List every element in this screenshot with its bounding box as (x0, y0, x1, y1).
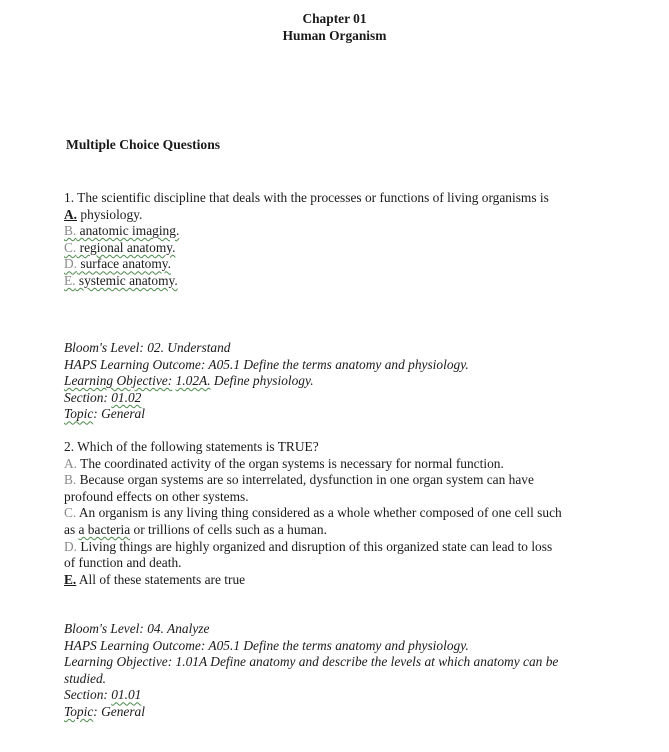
q2-topic (64, 704, 558, 721)
q2-option-d-cont: of function and death. (64, 555, 182, 571)
q1-topic-value: : General (93, 406, 145, 422)
q2-option-e-letter: E. (64, 571, 77, 587)
question-1-stem: 1. The scientific discipline that deals with the processes or functions of living organisms is (64, 190, 549, 205)
q1-learning-objective (64, 373, 469, 390)
question-2 (64, 439, 562, 588)
q2-option-b-cont: profound effects on other systems. (64, 488, 249, 504)
q2-section-value: 01.01 (111, 687, 142, 703)
q2-option-c-letter: C. (64, 505, 77, 521)
q1-option-a (64, 207, 549, 224)
q1-option-d-text: surface anatomy. (77, 256, 171, 272)
q1-option-b (64, 223, 549, 240)
q1-option-c-letter: C. (64, 239, 77, 255)
q2-topic-value: : General (93, 703, 145, 719)
q2-option-c (64, 505, 562, 522)
q2-option-d-text-1: Living things are highly organized and disruption of this organized state can lead to loss (77, 538, 553, 554)
q1-bloom-level: Bloom's Level: 02. Understand (64, 340, 231, 355)
question-2-stem: 2. Which of the following statements is TRUE? (64, 439, 319, 454)
q2-section-label: Section: (64, 687, 112, 703)
section-title: Multiple Choice Questions (66, 137, 221, 152)
question-2-meta (64, 621, 558, 721)
q2-option-d (64, 539, 562, 556)
q2-option-b (64, 472, 562, 489)
q1-option-b-letter: B. (64, 223, 77, 239)
q1-topic-label: Topic (64, 406, 94, 422)
q1-option-c-text: regional anatomy. (76, 239, 176, 255)
q2-option-b-text-1: Because organ systems are so interrelated, dysfunction in one organ system can have (76, 472, 534, 488)
q1-option-d (64, 256, 549, 273)
q1-option-e-letter: E. (64, 272, 76, 288)
chapter-title: Human Organism (282, 28, 387, 43)
q1-section-label: Section: (64, 389, 112, 405)
q2-option-e-text: All of these statements are true (76, 571, 246, 587)
q1-topic (64, 406, 469, 423)
question-1 (64, 190, 549, 290)
q1-objective-label: Learning Objective: (64, 373, 173, 389)
q2-option-c-flagged: a bacteria (78, 521, 131, 537)
q2-option-b-letter: B. (64, 472, 77, 488)
q1-section (64, 390, 469, 407)
q1-option-d-letter: D. (64, 256, 78, 272)
q2-option-a-letter: A. (64, 455, 78, 471)
q2-option-c-cont (64, 522, 562, 539)
q2-option-a-text: The coordinated activity of the organ systems is necessary for normal function. (77, 455, 504, 471)
q1-option-e-text: systemic anatomy. (75, 272, 178, 288)
q2-haps-outcome: HAPS Learning Outcome: A05.1 Define the terms anatomy and physiology. (64, 637, 469, 653)
q1-option-e (64, 273, 549, 290)
q2-learning-objective: Learning Objective: 1.01A Define anatomy and describe the levels at which anatomy can be (64, 654, 559, 670)
q2-option-c-suffix: or trillions of cells such as a human. (130, 521, 327, 537)
q1-haps-outcome: HAPS Learning Outcome: A05.1 Define the terms anatomy and physiology. (64, 356, 469, 372)
q2-option-d-letter: D. (64, 538, 78, 554)
chapter-number: Chapter 01 (302, 11, 367, 26)
q1-option-b-text: anatomic imaging. (76, 223, 180, 239)
q2-topic-label: Topic (64, 703, 94, 719)
q1-objective-code: 1.02A. (175, 373, 211, 389)
q2-option-e (64, 572, 562, 589)
q1-option-c (64, 240, 549, 257)
q1-option-a-text: physiology. (77, 206, 143, 222)
q1-section-value: 01.02 (111, 389, 142, 405)
q2-option-a (64, 456, 562, 473)
q2-bloom-level: Bloom's Level: 04. Analyze (64, 621, 210, 636)
q2-option-c-prefix: as (64, 521, 79, 537)
q1-objective-text: Define physiology. (210, 373, 314, 389)
q1-option-a-letter: A. (64, 206, 78, 222)
question-1-meta (64, 340, 469, 423)
q2-section (64, 687, 558, 704)
q2-learning-objective-cont: studied. (64, 670, 107, 686)
q2-option-c-text-1: An organism is any living thing considered as a whole whether composed of one cell such (76, 505, 562, 521)
